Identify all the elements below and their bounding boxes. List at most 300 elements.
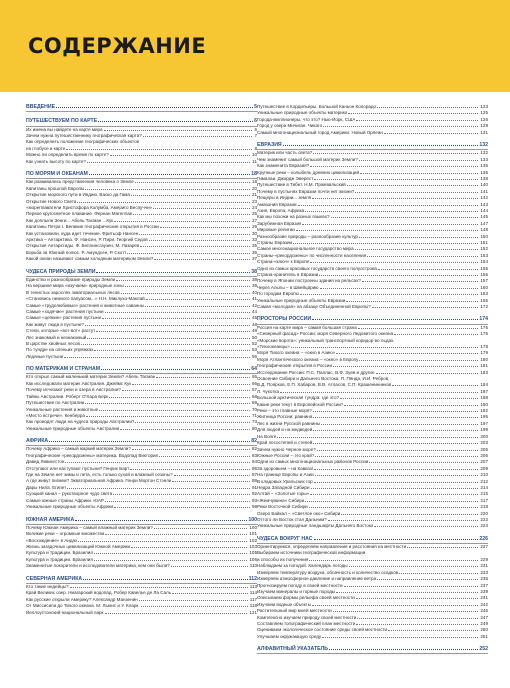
leader-dots [160, 227, 250, 228]
toc-entry-title: Географические «рекордсмены» материка. Водопад Виктория [26, 452, 159, 458]
toc-entry-title: Какие реки текут в Европейской России? [257, 401, 344, 407]
toc-entry-page: 175 [480, 324, 488, 330]
toc-entry-page: 239 [480, 588, 488, 594]
leader-dots [89, 174, 250, 175]
toc-entry-page: 181 [480, 363, 488, 369]
toc-entry-title: Самые «трудолюбивые» растения и животные саванны [26, 302, 145, 308]
toc-entry-page: 82 [251, 446, 257, 452]
toc-entry-title: Изучаем водные объекты [257, 601, 312, 607]
toc-entry-page: 179 [480, 350, 488, 356]
toc-entry-title: Их имена вы найдете на карте мира [26, 126, 103, 132]
toc-entry-title: Тайны Австралии. Роберт О'Хара Берк [26, 393, 109, 399]
toc-entry-page: 148 [480, 227, 488, 233]
toc-entry-page: 141 [480, 188, 488, 194]
toc-entry-page: 114 [249, 590, 257, 596]
leader-dots [105, 534, 247, 535]
toc-entry[interactable] [26, 610, 257, 616]
toc-entry-title: Лес в жизни Русской равнины [257, 420, 321, 426]
toc-entry[interactable] [257, 523, 488, 529]
toc-entry-title: Путешествие по Австралии [26, 400, 85, 406]
toc-entry-page: 30 [251, 230, 257, 236]
toc-entry-title: На Волге [257, 433, 277, 439]
leader-dots [314, 539, 479, 540]
toc-entry-page: 80 [251, 425, 257, 431]
leader-dots [114, 507, 250, 508]
toc-entry-title: Улучшаем окружающую среду [257, 633, 322, 639]
toc-entry-title: Уникальные природные объекты Евразии [257, 297, 346, 303]
toc-entry[interactable] [26, 256, 257, 262]
toc-entry-page: 220 [480, 510, 488, 516]
toc-entry-title: Растительный мир моей местности [257, 608, 332, 614]
leader-dots [312, 198, 478, 199]
toc-entry-page: 83 [251, 452, 257, 458]
leader-dots [312, 319, 478, 320]
toc-entry-page: 207 [480, 459, 488, 465]
toc-entry-page: 99 [251, 504, 257, 510]
toc-entry-title: Азия, Европа, Африка [257, 207, 305, 213]
toc-entry-title: Как узнать высоту по карте? [26, 158, 86, 164]
leader-dots [378, 269, 478, 270]
toc-entry-page: 49 [251, 328, 257, 334]
toc-entry-title: Гималаи. Джордж Эверест [257, 175, 314, 181]
leader-dots [172, 481, 249, 482]
toc-entry-page: 69 [251, 400, 257, 406]
toc-entry-page: 160 [480, 284, 488, 290]
toc-entry-title: Культура и традиции. Бразилия [26, 550, 93, 556]
toc-entry-title: Единство и разнообразие природы Земли [26, 276, 116, 282]
toc-entry-page: 229 [480, 556, 488, 562]
leader-dots [81, 344, 250, 345]
leader-dots [64, 357, 249, 358]
leader-dots [145, 306, 250, 307]
toc-entry-title: Большой арктическая тундра: где это? [257, 395, 340, 401]
toc-entry-page: 42 [251, 302, 257, 308]
toc-entry-title: Уникальные природные объекты Африки [26, 504, 114, 510]
toc-entry-title: Город у озера Мичиган. Чикаго [257, 123, 323, 129]
toc-entry-page: 150 [480, 233, 488, 239]
leader-dots [174, 475, 250, 476]
toc-entry-page: 142 [480, 195, 488, 201]
toc-entry-page: 35 [251, 243, 257, 249]
toc-section [257, 646, 488, 654]
leader-dots [154, 259, 250, 260]
toc-entry[interactable] [26, 354, 257, 360]
toc-entry-title: Как знаменита Евразия? [257, 163, 310, 169]
toc-entry-page: 209 [480, 465, 488, 471]
toc-entry-title: Уникальные природные объекты материка [257, 110, 348, 116]
toc-entry-page: 187 [480, 388, 488, 394]
leader-dots [114, 221, 250, 222]
toc-section-heading[interactable] [257, 646, 488, 654]
leader-dots [96, 272, 250, 273]
leader-dots [315, 456, 478, 457]
toc-entry-page: 88 [251, 478, 257, 484]
toc-entry-page: 214 [480, 484, 488, 490]
toc-entry-title: В.Д. Поярков, Е.П. Хабаров, В.В. Атласов, С.П. Крашенинников [257, 382, 392, 388]
leader-dots [283, 145, 479, 146]
toc-entry-title: Ледяные пустыни [26, 353, 64, 359]
toc-section-heading-page: 112 [248, 575, 257, 582]
toc-entry[interactable] [26, 504, 257, 510]
toc-left-column [26, 104, 257, 622]
toc-entry-title: Житница России: равнина [257, 414, 313, 420]
toc-section-heading-title: ПУТЕШЕСТВУЕМ ПО КАРТЕ [26, 118, 98, 125]
toc-section [26, 118, 257, 165]
toc-section-heading-title: ЧУДЕСА ВОКРУГ НАС [257, 535, 313, 542]
leader-dots [309, 507, 479, 508]
toc-entry-title: Выбираем источники географической информации [257, 550, 366, 556]
leader-dots [296, 230, 479, 231]
toc-entry-page: 154 [480, 259, 488, 265]
toc-entry-title: Комплексно изучаем природу своей местности [257, 614, 357, 620]
toc-entry-title: Как доплыли Зенги... Абель Тасман ...Кук [26, 217, 114, 223]
toc-entry[interactable] [257, 130, 488, 136]
leader-dots [49, 441, 250, 442]
leader-dots [313, 417, 478, 418]
toc-entry-title: Самые южные страны Африки. ЮАР [26, 497, 104, 503]
toc-entry-title: Как проводят люди на чудеса природы Австралии? [26, 419, 135, 425]
leader-dots [87, 162, 250, 163]
leader-dots [359, 160, 479, 161]
toc-entry-title: Как живут люди в пустыне? [26, 321, 84, 327]
toc-entry-page: 138 [480, 175, 488, 181]
toc-entry-title: «мореплаватели Христофора Колумба, Америго Веспуччи» [26, 204, 153, 210]
toc-entry-title: Как исследовали материк Австралия. Джеймс Кук [26, 380, 132, 386]
toc-entry-title: Капитаны Петра I. Великие географические открытия в России [26, 224, 159, 230]
toc-entry-title: «Морские ворота»: уникальный транспортный коридор во льдах. [257, 337, 395, 343]
toc-entry-page: 195 [480, 414, 488, 420]
toc-entry[interactable] [257, 634, 488, 640]
toc-entry-title: Зарубежная Евразия [257, 220, 302, 226]
leader-dots [313, 411, 479, 412]
toc-entry-title: Измеряем атмосферное давление и направление ветра [257, 576, 377, 582]
toc-entry-title: Изучаем минералы и горные породы [257, 588, 336, 594]
toc-entry-page: 218 [480, 504, 488, 510]
leader-dots [355, 249, 479, 250]
toc-entry-title: Моря Тихого океана – «окно в Азию» [257, 350, 336, 356]
leader-dots [369, 462, 478, 463]
toc-section-heading[interactable] [26, 171, 257, 179]
toc-entry-title: Открытие Антарктиды. Ф. Беллинсгаузен, М. Лазарев [26, 243, 140, 249]
leader-dots [131, 195, 250, 196]
toc-entry-page: 145 [480, 214, 488, 220]
toc-entry-page: 70 [251, 406, 257, 412]
toc-entry-page: 153 [480, 252, 488, 258]
leader-dots [377, 579, 478, 580]
toc-entry-title: Для людей и на медведей [257, 427, 313, 433]
toc-entry-title: Как определить положение географических объектов [26, 139, 140, 145]
toc-entry-title: Чем знаменит самый большой материк Земли? [257, 156, 358, 162]
leader-dots [77, 202, 249, 203]
toc-entry-page: 11 [252, 158, 257, 164]
toc-entry-page: 197 [480, 420, 488, 426]
toc-entry-title: Составляем топографический план местности [257, 620, 356, 626]
toc-section [26, 517, 257, 570]
leader-dots [313, 443, 478, 444]
leader-dots [329, 649, 478, 650]
toc-entry-page: 103 [249, 544, 257, 550]
toc-section [257, 536, 488, 640]
leader-dots [356, 598, 479, 599]
leader-dots [333, 611, 479, 612]
leader-dots [310, 166, 478, 167]
toc-entry-title: Какой океан называют самым холодным материком Земли? [26, 256, 154, 262]
toc-entry-title: Уникальные растения и животные [26, 406, 99, 412]
leader-dots [87, 338, 250, 339]
leader-dots [96, 331, 250, 332]
toc-entry-title: Капитаны прошлой Европы [26, 185, 85, 191]
toc-entry-title: Исследование России: П.С. Паллас, В.Ф. Зуев и другие [257, 369, 375, 375]
toc-entry-title: Арктика – Антарктика. Ф. Нансен, Р. Пири, Георгий Седов [26, 236, 148, 242]
toc-entry-title: Открытие морского пути в Индию. Васко да Гама [26, 192, 130, 198]
leader-dots [388, 630, 478, 631]
toc-entry-page: 155 [480, 265, 488, 271]
leader-dots [131, 547, 247, 548]
toc-section-heading[interactable] [257, 142, 488, 150]
toc-entry-title: Кто такие индейцы? [26, 583, 69, 589]
toc-entry-page: 135 [480, 163, 488, 169]
toc-entry-page: 123 [480, 104, 488, 109]
toc-entry-title: Оцениваем экологическое состояние среды своей местности [257, 627, 388, 633]
toc-entry-title: Мировые религии [257, 227, 295, 233]
toc-entry-page: 33 [251, 236, 257, 242]
toc-entry-title: Страны Евразии [257, 240, 293, 246]
toc-entry-title: Озеро Байкал – «Светлое око» Сибири [257, 510, 341, 516]
leader-dots [85, 189, 250, 190]
toc-entry-page: 217 [480, 497, 488, 503]
toc-entry[interactable] [26, 159, 257, 165]
toc-section [26, 576, 257, 616]
leader-dots [328, 520, 479, 521]
leader-dots [56, 107, 253, 108]
toc-section-heading-page: 38 [251, 268, 257, 275]
toc-right-column [257, 104, 488, 660]
toc-section-heading[interactable] [26, 576, 257, 584]
toc-entry-page: 48 [251, 321, 257, 327]
toc-entry-title: А где живут пигмеи? Экваториальная Африка. Генри Мортон Стэнли [26, 478, 172, 484]
toc-entry-page: 192 [480, 408, 488, 414]
toc-entry-page: 178 [480, 344, 488, 349]
leader-dots [359, 237, 478, 238]
toc-entry-title: Знаменитые покорители и исследователи материка, кем они были? [26, 563, 170, 569]
toc-entry-title: В кладовых Уральских гор [257, 478, 313, 484]
toc-entry-page: 147 [480, 220, 488, 226]
leader-dots [372, 307, 479, 308]
toc-section-heading-page: 18 [251, 171, 257, 178]
toc-entry[interactable] [26, 563, 257, 569]
toc-entry-page: 190 [480, 401, 488, 407]
leader-dots [149, 240, 250, 241]
toc-entry-title: Уникальные природные ландшафты Дальнего Востока [257, 523, 374, 529]
toc-entry-title: Амазония Евразии [257, 201, 297, 207]
toc-entry-title: Как развивались представления человека о Земле [26, 179, 134, 185]
toc-section-heading-page: 226 [479, 535, 488, 542]
toc-entry-page: 176 [480, 331, 488, 337]
toc-entry-page: 105 [249, 550, 257, 556]
toc-section-heading[interactable] [26, 366, 257, 374]
toc-entry-title: Реки – это главные моря? [257, 408, 312, 414]
toc-entry-page: 87 [251, 472, 257, 478]
toc-entry-page: 100 [249, 524, 257, 530]
toc-entry-title: Великие реки – огромные множества [26, 531, 105, 537]
toc-entry-page: 67 [251, 387, 257, 393]
leader-dots [94, 553, 248, 554]
toc-entry-page: 50 [251, 334, 257, 340]
toc-entry-page: 203 [480, 440, 488, 446]
leader-dots [67, 488, 250, 489]
toc-entry-page: 21 [251, 192, 257, 198]
leader-dots [317, 450, 479, 451]
toc-entry-page: 45 [251, 315, 257, 321]
toc-section-heading[interactable] [26, 118, 257, 126]
toc-entry-page: 163 [480, 291, 488, 297]
toc-section-heading[interactable] [257, 316, 488, 324]
toc-entry-page: 224 [480, 523, 488, 529]
leader-dots [105, 613, 248, 614]
leader-dots [110, 155, 250, 156]
leader-dots [104, 130, 253, 131]
toc-entry-page: 24 [251, 204, 257, 210]
toc-entry-title: Давид Ливингстон [26, 459, 65, 465]
toc-entry-page: 156 [480, 272, 488, 278]
toc-section-heading-title: ЕВРАЗИЯ [257, 142, 282, 149]
toc-entry-title: Первое кругосветное плавание. Фернан Магеллан [26, 211, 133, 217]
toc-entry-title: Россия на карте мира – самая большая страна [257, 324, 357, 330]
leader-dots [65, 462, 250, 463]
leader-dots [336, 353, 478, 354]
toc-entry-page: 205 [480, 446, 488, 452]
toc-entry-page: 52 [251, 340, 257, 346]
leader-dots [356, 120, 478, 121]
toc-entry-page: 44 [251, 308, 257, 314]
toc-entry-title: Разнообразие природы – разнообразие культур [257, 233, 358, 239]
toc-entry-title: Реки Восточной Сибири [257, 504, 308, 510]
toc-entry-page: 152 [480, 246, 488, 252]
leader-dots [153, 208, 250, 209]
toc-entry-page: 113 [249, 583, 257, 589]
leader-dots [341, 514, 478, 515]
toc-entry-title: Почему в Японии построены здания на рельсах? [257, 278, 361, 284]
toc-entry-page: 65 [251, 374, 257, 380]
leader-dots [300, 294, 478, 295]
toc-entry[interactable] [257, 304, 488, 310]
leader-dots [320, 288, 479, 289]
toc-entry[interactable] [26, 426, 257, 432]
toc-entry-title: Уникальные природные объекты Австралии [26, 425, 120, 431]
toc-section-heading-title: ЧУДЕСА ПРИРОДЫ ЗЕМЛИ [26, 268, 96, 275]
leader-dots [312, 605, 478, 606]
toc-entry-page: 101 [249, 531, 257, 537]
toc-section-heading-page: 132 [479, 142, 488, 149]
leader-dots [321, 424, 478, 425]
toc-section-heading-page: 64 [251, 366, 257, 373]
leader-dots [109, 397, 250, 398]
toc-entry-page: 180 [480, 356, 488, 362]
toc-entry-title: Почему Африка – самый жаркий материк Земли? [26, 446, 131, 452]
toc-entry-title: Самое многонациональное государство мира [257, 246, 354, 252]
leader-dots [315, 475, 479, 476]
leader-dots [98, 121, 253, 122]
toc-entry-title: «Восхождение» в Андах [26, 537, 78, 543]
toc-entry-title: Самые «цепкие» растения пустыни [26, 315, 101, 321]
leader-dots [359, 360, 478, 361]
leader-dots [314, 179, 478, 180]
toc-section-heading[interactable] [26, 269, 257, 277]
leader-dots [298, 205, 479, 206]
toc-entry-title: Алтай – «Золотые горы» [257, 491, 310, 497]
toc-entry-title: Освоение Сибири и Дальнего Востока. П. Пянда, И.И. Ребров, [257, 376, 390, 382]
toc-entry-title: «Тихоокеанцы» [257, 344, 290, 349]
leader-dots [331, 217, 479, 218]
toc-section [26, 269, 257, 361]
toc-entry-page: 247 [480, 614, 488, 620]
toc-entry-page: 7 [254, 133, 257, 138]
toc-section-heading[interactable] [26, 104, 257, 112]
toc-entry-title: Страна-хранитель в Евразии [257, 272, 319, 278]
toc-entry-page: 66 [251, 380, 257, 386]
toc-entry-page: 102 [249, 537, 257, 543]
leader-dots [141, 606, 248, 607]
toc-entry-title: «Жемчужина» Сибири [257, 497, 305, 503]
toc-section-heading-page: 82 [251, 438, 257, 445]
leader-dots [85, 403, 250, 404]
toc-entry-title: Недра Западной Сибири [257, 484, 310, 490]
toc-entry-title: Описываем формы рельефа своей местности [257, 595, 355, 601]
toc-entry-title: Страна-«ключ» к Европе [257, 259, 310, 265]
leader-dots [127, 253, 250, 254]
toc-entry-title: Лес знакомый и незнакомый [26, 334, 87, 340]
leader-dots [280, 392, 478, 393]
leader-dots [159, 456, 250, 457]
leader-dots [376, 373, 479, 374]
leader-dots [314, 469, 478, 470]
toc-entry-title: Л. Чукотка [257, 388, 279, 394]
toc-entry-title: на глобусе и карте [26, 145, 66, 151]
leader-dots [367, 256, 478, 257]
toc-entry-title: Самый многонациональный город Америки. Новый Орлеан [257, 129, 383, 135]
toc-section-heading-title: АФРИКА [26, 438, 49, 445]
leader-dots [116, 280, 250, 281]
leader-dots [154, 528, 248, 529]
toc-entry-title: Как установили, куда идет течение. Фритьоф Нансен [26, 230, 139, 236]
toc-section-heading-title: АЛФАВИТНЫЙ УКАЗАТЕЛЬ [257, 646, 329, 653]
toc-entry-page: 215 [480, 491, 488, 497]
toc-entry-page: 37 [251, 256, 257, 262]
toc-entry-page: 212 [480, 478, 488, 484]
toc-entry-title: По тундре на оленьих упряжках [26, 347, 94, 353]
toc-section [257, 316, 488, 529]
toc-section-heading[interactable] [257, 536, 488, 544]
leader-dots [311, 488, 479, 489]
toc-section [26, 171, 257, 263]
toc-entry-page: 6 [254, 126, 257, 132]
toc-section-heading[interactable] [26, 438, 257, 446]
toc-entry-page: 157 [480, 278, 488, 284]
leader-dots [314, 482, 479, 483]
leader-dots [392, 385, 478, 386]
leader-dots [344, 586, 479, 587]
toc-section-heading[interactable] [26, 517, 257, 525]
leader-dots [336, 592, 478, 593]
toc-entry-title: Города-миллионеры, что это? Нью-Йорк, США [257, 116, 356, 122]
toc-entry-page: 144 [480, 207, 488, 213]
leader-dots [94, 560, 248, 561]
leader-dots [313, 430, 478, 431]
toc-entry-page: 227 [480, 544, 488, 550]
leader-dots [75, 520, 247, 521]
leader-dots [355, 192, 478, 193]
leader-dots [399, 573, 478, 574]
